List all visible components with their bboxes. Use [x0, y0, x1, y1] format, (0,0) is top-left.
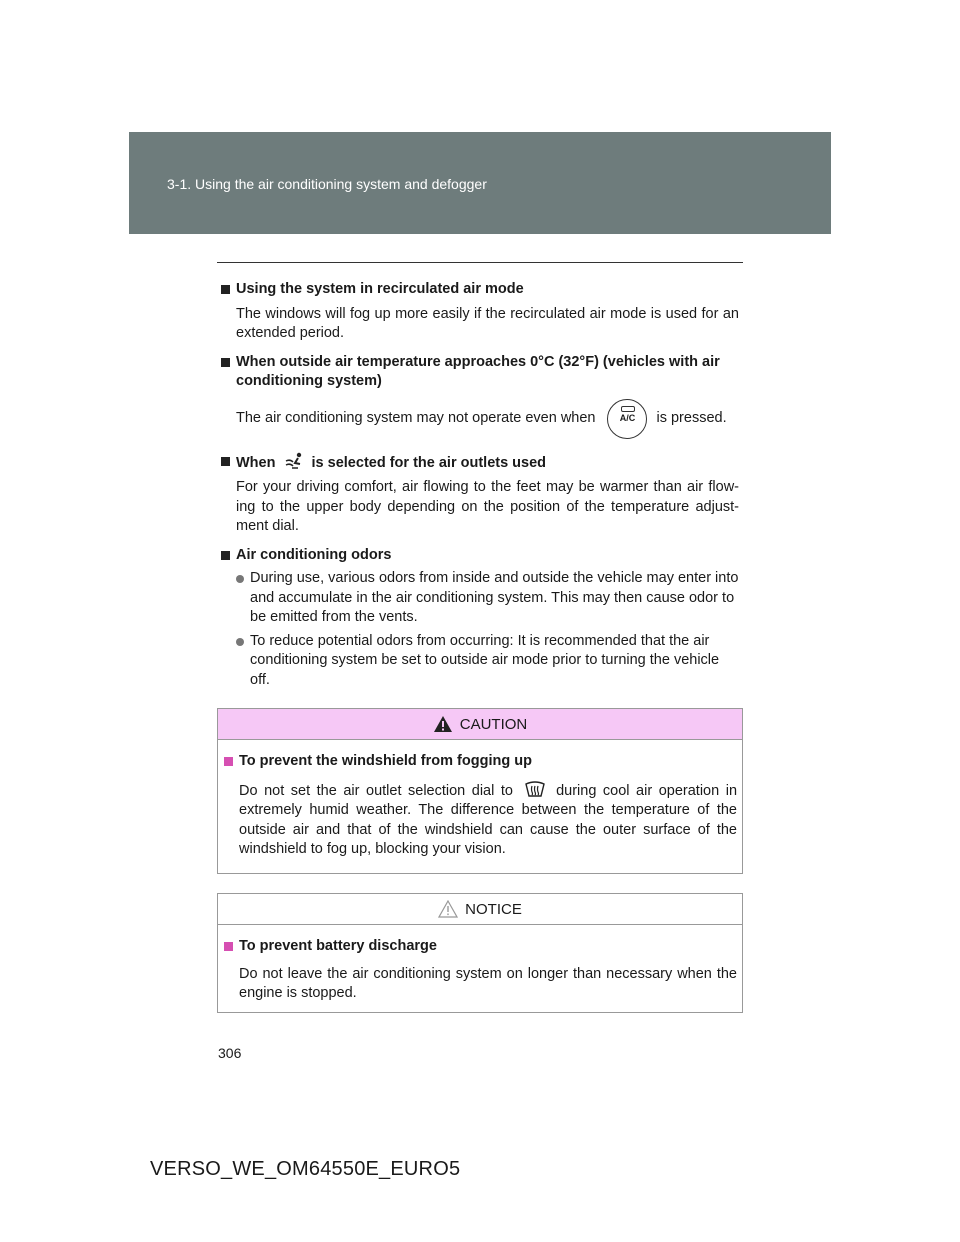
- main-content: [221, 280, 739, 699]
- caution-text-before: Do not set the air outlet selection dial to: [239, 782, 513, 799]
- top-rule: [217, 262, 743, 263]
- notice-title: NOTICE: [465, 900, 522, 918]
- square-bullet-icon: [221, 457, 230, 466]
- item-feet-outlet: [221, 452, 739, 537]
- item-text-after: is pressed.: [656, 409, 727, 426]
- notice-text: Do not leave the air conditioning system on longer than necessary when the engine is stopped.: [239, 965, 737, 1001]
- section-title: 3-1. Using the air conditioning system and defogger: [167, 176, 487, 192]
- item-heading-before: When: [236, 454, 276, 471]
- item-odors: [221, 546, 739, 691]
- square-bullet-icon: [221, 551, 230, 560]
- caution-text-after: during cool air operation in extremely humid weather. The difference between the temperature of the outside air and that of the windshield can cause the outer surface of the windshield to fog up, blocking your vision.: [239, 782, 738, 857]
- ac-button-icon: A/C: [607, 399, 647, 439]
- document-code: VERSO_WE_OM64550E_EURO5: [150, 1158, 461, 1180]
- windshield-defrost-icon: [524, 780, 546, 798]
- item-text-before: The air conditioning system may not operate even when: [236, 409, 596, 426]
- feet-airflow-icon: [284, 452, 304, 470]
- item-heading: When outside air temperature approaches 0°C (32°F) (vehicles with air conditioning system): [236, 353, 720, 389]
- caution-heading: To prevent the windshield from fogging up: [239, 753, 532, 769]
- notice-triangle-icon: [438, 900, 458, 918]
- square-bullet-icon: [221, 285, 230, 294]
- square-bullet-icon: [221, 358, 230, 367]
- chapter-header: [129, 132, 831, 234]
- notice-heading: To prevent battery discharge: [239, 938, 437, 954]
- item-heading-after: is selected for the air outlets used: [311, 454, 547, 471]
- warning-triangle-icon: [433, 715, 453, 733]
- item-recirculated-mode: [221, 280, 739, 344]
- item-heading: Air conditioning odors: [236, 546, 392, 563]
- list-item: During use, various odors from inside and outside the vehicle may enter into and accumulate in the air conditioning system. This may then cause odor to be emitted from the vents.: [221, 569, 739, 628]
- list-item: To reduce potential odors from occurring: It is recommended that the air conditioning system be set to outside air mode prior to turning the vehicle off.: [221, 632, 739, 691]
- square-bullet-icon: [224, 942, 233, 951]
- page-number: 306: [218, 1045, 242, 1061]
- round-bullet-icon: [236, 575, 244, 583]
- caution-box: [217, 708, 743, 874]
- item-heading: Using the system in recirculated air mode: [236, 281, 524, 297]
- round-bullet-icon: [236, 638, 244, 646]
- notice-box: [217, 893, 743, 1013]
- item-outside-temp: [221, 353, 739, 443]
- item-text: For your driving comfort, air flowing to the feet may be warmer than air flow-ing to the upper body depending on the position of the temperature adjust-ment dial.: [236, 479, 739, 534]
- item-text: The windows will fog up more easily if the recirculated air mode is used for an extended period.: [236, 305, 739, 341]
- square-bullet-icon: [224, 757, 233, 766]
- caution-title: CAUTION: [459, 715, 528, 733]
